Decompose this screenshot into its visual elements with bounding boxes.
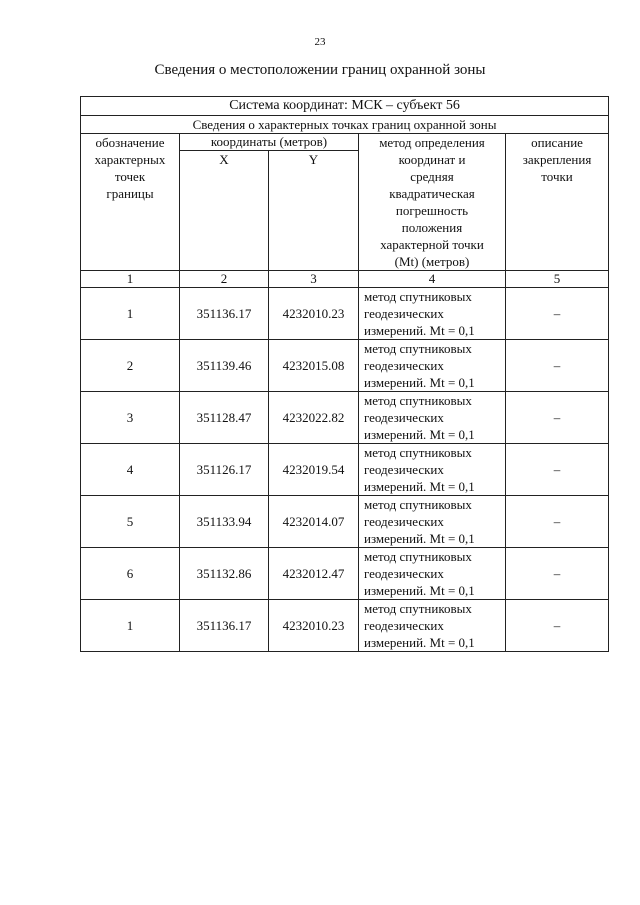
table-row — [81, 288, 609, 340]
header-x: X — [180, 151, 269, 271]
point-number: 1 — [81, 600, 180, 652]
point-number: 4 — [81, 444, 180, 496]
coordinates-table — [80, 96, 609, 652]
page-number: 23 — [314, 36, 326, 48]
x-coordinate: 351136.17 — [180, 600, 269, 652]
column-number: 1 — [81, 271, 180, 288]
x-coordinate: 351139.46 — [180, 340, 269, 392]
header-coordinates: координаты (метров) — [180, 134, 359, 151]
x-coordinate: 351133.94 — [180, 496, 269, 548]
x-coordinate: 351132.86 — [180, 548, 269, 600]
x-coordinate: 351126.17 — [180, 444, 269, 496]
method-description: метод спутниковых геодезических измерений. Mt = 0,1 — [359, 600, 506, 652]
header-description: описание закрепления точки — [506, 134, 609, 271]
y-coordinate: 4232014.07 — [269, 496, 359, 548]
table-row — [81, 600, 609, 652]
section-label: Сведения о характерных точках границ охранной зоны — [81, 116, 609, 134]
method-description: метод спутниковых геодезических измерений. Mt = 0,1 — [359, 444, 506, 496]
method-description: метод спутниковых геодезических измерений. Mt = 0,1 — [359, 288, 506, 340]
method-description: метод спутниковых геодезических измерений. Mt = 0,1 — [359, 340, 506, 392]
table-row — [81, 548, 609, 600]
method-description: метод спутниковых геодезических измерений. Mt = 0,1 — [359, 548, 506, 600]
method-description: метод спутниковых геодезических измерений. Mt = 0,1 — [359, 392, 506, 444]
table-row — [81, 340, 609, 392]
point-number: 6 — [81, 548, 180, 600]
fixing-description: – — [506, 340, 609, 392]
fixing-description: – — [506, 288, 609, 340]
point-number: 1 — [81, 288, 180, 340]
coordinate-system-label: Система координат: МСК – субъект 56 — [81, 97, 609, 116]
y-coordinate: 4232019.54 — [269, 444, 359, 496]
header-y: Y — [269, 151, 359, 271]
fixing-description: – — [506, 444, 609, 496]
y-coordinate: 4232010.23 — [269, 288, 359, 340]
page-title: Сведения о местоположении границ охранной зоны — [154, 62, 486, 78]
header-method: метод определения координат и средняя квадратическая погрешность положения характерной точки (Mt) (метров) — [359, 134, 506, 271]
column-number: 4 — [359, 271, 506, 288]
column-number: 3 — [269, 271, 359, 288]
table-row — [81, 392, 609, 444]
x-coordinate: 351136.17 — [180, 288, 269, 340]
header-point-designation: обозначение характерных точек границы — [81, 134, 180, 271]
fixing-description: – — [506, 548, 609, 600]
y-coordinate: 4232010.23 — [269, 600, 359, 652]
y-coordinate: 4232022.82 — [269, 392, 359, 444]
method-description: метод спутниковых геодезических измерений. Mt = 0,1 — [359, 496, 506, 548]
point-number: 5 — [81, 496, 180, 548]
y-coordinate: 4232012.47 — [269, 548, 359, 600]
table-row — [81, 444, 609, 496]
column-number: 5 — [506, 271, 609, 288]
fixing-description: – — [506, 392, 609, 444]
point-number: 2 — [81, 340, 180, 392]
table-row — [81, 496, 609, 548]
fixing-description: – — [506, 600, 609, 652]
header-row-top — [81, 134, 609, 151]
x-coordinate: 351128.47 — [180, 392, 269, 444]
point-number: 3 — [81, 392, 180, 444]
y-coordinate: 4232015.08 — [269, 340, 359, 392]
column-number: 2 — [180, 271, 269, 288]
fixing-description: – — [506, 496, 609, 548]
column-number-row — [81, 271, 609, 288]
